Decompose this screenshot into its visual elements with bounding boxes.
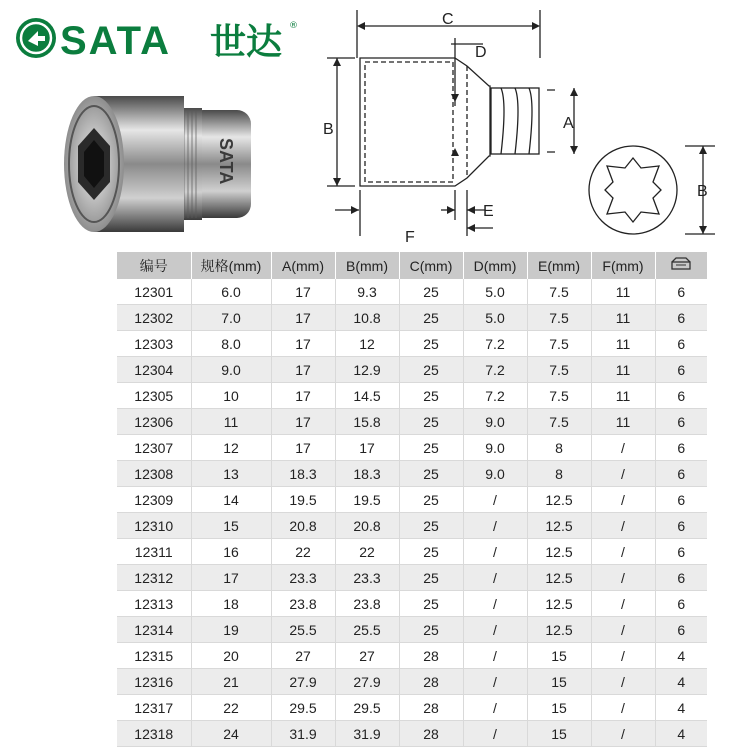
cell-d: / [463, 513, 527, 539]
cell-a: 17 [271, 305, 335, 331]
cell-code: 12308 [117, 461, 191, 487]
spec-table [117, 252, 708, 747]
table-row [117, 617, 707, 643]
cell-c: 28 [399, 721, 463, 747]
cell-b: 27.9 [335, 669, 399, 695]
header-c: C(mm) [399, 252, 463, 279]
cell-a: 29.5 [271, 695, 335, 721]
cell-c: 25 [399, 383, 463, 409]
cell-d: 9.0 [463, 409, 527, 435]
cell-code: 12304 [117, 357, 191, 383]
cell-b: 25.5 [335, 617, 399, 643]
cell-qty: 6 [655, 305, 707, 331]
cell-c: 28 [399, 695, 463, 721]
socket-photo [54, 88, 268, 238]
cell-d: 7.2 [463, 383, 527, 409]
cell-b: 15.8 [335, 409, 399, 435]
cell-qty: 6 [655, 435, 707, 461]
cell-e: 7.5 [527, 331, 591, 357]
cell-a: 17 [271, 383, 335, 409]
cell-a: 17 [271, 409, 335, 435]
cell-b: 29.5 [335, 695, 399, 721]
cell-code: 12314 [117, 617, 191, 643]
cell-f: 11 [591, 279, 655, 305]
table-row [117, 591, 707, 617]
package-box-icon [655, 252, 707, 279]
cell-c: 25 [399, 357, 463, 383]
cell-d: / [463, 487, 527, 513]
cell-e: 7.5 [527, 279, 591, 305]
cell-a: 17 [271, 357, 335, 383]
table-row [117, 487, 707, 513]
cell-b: 10.8 [335, 305, 399, 331]
cell-f: 11 [591, 383, 655, 409]
cell-a: 20.8 [271, 513, 335, 539]
label-e: E [483, 203, 494, 220]
cell-size: 22 [191, 695, 271, 721]
cell-a: 23.3 [271, 565, 335, 591]
logo-text: SATA [60, 19, 171, 62]
cell-e: 7.5 [527, 357, 591, 383]
cell-a: 23.8 [271, 591, 335, 617]
cell-code: 12307 [117, 435, 191, 461]
cell-a: 31.9 [271, 721, 335, 747]
cell-c: 25 [399, 409, 463, 435]
cell-c: 25 [399, 513, 463, 539]
cell-qty: 6 [655, 409, 707, 435]
cell-e: 12.5 [527, 487, 591, 513]
table-header-row [117, 252, 707, 279]
cell-code: 12310 [117, 513, 191, 539]
cell-code: 12316 [117, 669, 191, 695]
cell-b: 19.5 [335, 487, 399, 513]
cell-c: 25 [399, 279, 463, 305]
sata-logo [14, 14, 299, 62]
cell-code: 12302 [117, 305, 191, 331]
cell-e: 7.5 [527, 409, 591, 435]
table-row [117, 513, 707, 539]
label-hex-b: B [697, 183, 708, 200]
header-e: E(mm) [527, 252, 591, 279]
side-view-drawing [315, 0, 555, 250]
table-row [117, 669, 707, 695]
cell-d: / [463, 565, 527, 591]
cell-f: / [591, 461, 655, 487]
cell-qty: 6 [655, 331, 707, 357]
cell-d: / [463, 643, 527, 669]
cell-c: 25 [399, 331, 463, 357]
cell-d: / [463, 617, 527, 643]
cell-b: 22 [335, 539, 399, 565]
cell-size: 12 [191, 435, 271, 461]
cell-c: 25 [399, 305, 463, 331]
cell-d: 9.0 [463, 461, 527, 487]
cell-e: 7.5 [527, 305, 591, 331]
cell-size: 15 [191, 513, 271, 539]
cell-size: 9.0 [191, 357, 271, 383]
cell-d: 7.2 [463, 357, 527, 383]
cell-d: / [463, 591, 527, 617]
cell-f: / [591, 617, 655, 643]
cell-e: 12.5 [527, 539, 591, 565]
table-row [117, 539, 707, 565]
cell-a: 17 [271, 331, 335, 357]
cell-f: / [591, 539, 655, 565]
cell-size: 6.0 [191, 279, 271, 305]
cell-e: 15 [527, 721, 591, 747]
cell-qty: 6 [655, 383, 707, 409]
table-row [117, 409, 707, 435]
header-code: 编号 [117, 252, 191, 279]
cell-d: 9.0 [463, 435, 527, 461]
cell-qty: 6 [655, 279, 707, 305]
cell-c: 28 [399, 643, 463, 669]
cell-size: 8.0 [191, 331, 271, 357]
table-row [117, 279, 707, 305]
table-row [117, 643, 707, 669]
table-row [117, 383, 707, 409]
cell-c: 25 [399, 487, 463, 513]
cell-size: 19 [191, 617, 271, 643]
cell-d: / [463, 695, 527, 721]
dimension-a [560, 86, 584, 156]
cell-qty: 6 [655, 461, 707, 487]
socket-engraving: SATA [216, 138, 236, 185]
cell-size: 14 [191, 487, 271, 513]
sata-emblem-icon [16, 18, 56, 58]
cell-qty: 6 [655, 513, 707, 539]
cell-f: / [591, 435, 655, 461]
cell-e: 15 [527, 643, 591, 669]
label-c: C [442, 11, 454, 28]
cell-c: 28 [399, 669, 463, 695]
cell-size: 24 [191, 721, 271, 747]
cell-d: 5.0 [463, 279, 527, 305]
cell-qty: 6 [655, 539, 707, 565]
cell-e: 8 [527, 435, 591, 461]
table-row [117, 357, 707, 383]
cell-code: 12312 [117, 565, 191, 591]
header-d: D(mm) [463, 252, 527, 279]
cell-c: 25 [399, 539, 463, 565]
table-row [117, 435, 707, 461]
cell-qty: 4 [655, 643, 707, 669]
label-a: A [563, 115, 574, 132]
cell-c: 25 [399, 461, 463, 487]
cell-e: 15 [527, 669, 591, 695]
cell-qty: 4 [655, 669, 707, 695]
cell-code: 12317 [117, 695, 191, 721]
cell-f: / [591, 643, 655, 669]
table-row [117, 695, 707, 721]
cell-f: 11 [591, 331, 655, 357]
cell-size: 21 [191, 669, 271, 695]
cell-f: / [591, 721, 655, 747]
registered-mark: ® [289, 21, 298, 31]
cell-size: 20 [191, 643, 271, 669]
cell-b: 12 [335, 331, 399, 357]
cell-code: 12313 [117, 591, 191, 617]
cell-qty: 4 [655, 695, 707, 721]
cell-qty: 4 [655, 721, 707, 747]
cell-d: / [463, 669, 527, 695]
cell-f: / [591, 513, 655, 539]
cell-size: 7.0 [191, 305, 271, 331]
hex-end-view [585, 130, 725, 260]
header-b: B(mm) [335, 252, 399, 279]
cell-d: 7.2 [463, 331, 527, 357]
cell-f: 11 [591, 357, 655, 383]
cell-f: / [591, 695, 655, 721]
cell-f: 11 [591, 409, 655, 435]
cell-b: 12.9 [335, 357, 399, 383]
cell-b: 27 [335, 643, 399, 669]
cell-a: 22 [271, 539, 335, 565]
cell-a: 25.5 [271, 617, 335, 643]
cell-b: 23.3 [335, 565, 399, 591]
cell-code: 12301 [117, 279, 191, 305]
cell-f: / [591, 487, 655, 513]
cell-a: 17 [271, 279, 335, 305]
cell-size: 18 [191, 591, 271, 617]
cell-c: 25 [399, 617, 463, 643]
cell-code: 12318 [117, 721, 191, 747]
logo-chinese: 世达 [210, 22, 283, 62]
cell-qty: 6 [655, 617, 707, 643]
cell-e: 8 [527, 461, 591, 487]
cell-b: 17 [335, 435, 399, 461]
cell-code: 12309 [117, 487, 191, 513]
table-row [117, 331, 707, 357]
cell-a: 17 [271, 435, 335, 461]
cell-d: / [463, 721, 527, 747]
cell-e: 12.5 [527, 565, 591, 591]
cell-b: 31.9 [335, 721, 399, 747]
cell-f: 11 [591, 305, 655, 331]
cell-qty: 6 [655, 487, 707, 513]
cell-b: 14.5 [335, 383, 399, 409]
cell-code: 12305 [117, 383, 191, 409]
cell-code: 12303 [117, 331, 191, 357]
cell-a: 18.3 [271, 461, 335, 487]
label-d: D [475, 44, 487, 61]
cell-b: 20.8 [335, 513, 399, 539]
cell-f: / [591, 565, 655, 591]
cell-c: 25 [399, 565, 463, 591]
cell-a: 27.9 [271, 669, 335, 695]
header-a: A(mm) [271, 252, 335, 279]
cell-code: 12306 [117, 409, 191, 435]
cell-d: 5.0 [463, 305, 527, 331]
cell-e: 12.5 [527, 617, 591, 643]
cell-qty: 6 [655, 357, 707, 383]
cell-size: 16 [191, 539, 271, 565]
cell-e: 7.5 [527, 383, 591, 409]
cell-qty: 6 [655, 565, 707, 591]
cell-e: 12.5 [527, 513, 591, 539]
cell-size: 11 [191, 409, 271, 435]
table-row [117, 565, 707, 591]
cell-c: 25 [399, 591, 463, 617]
cell-e: 12.5 [527, 591, 591, 617]
label-b: B [323, 121, 334, 138]
cell-a: 19.5 [271, 487, 335, 513]
table-row [117, 461, 707, 487]
cell-b: 9.3 [335, 279, 399, 305]
cell-b: 23.8 [335, 591, 399, 617]
cell-code: 12311 [117, 539, 191, 565]
table-row [117, 305, 707, 331]
cell-c: 25 [399, 435, 463, 461]
cell-code: 12315 [117, 643, 191, 669]
cell-f: / [591, 591, 655, 617]
header-f: F(mm) [591, 252, 655, 279]
label-f: F [405, 229, 415, 246]
cell-f: / [591, 669, 655, 695]
cell-size: 13 [191, 461, 271, 487]
cell-size: 10 [191, 383, 271, 409]
header-size: 规格(mm) [191, 252, 271, 279]
cell-d: / [463, 539, 527, 565]
cell-size: 17 [191, 565, 271, 591]
table-row [117, 721, 707, 747]
cell-b: 18.3 [335, 461, 399, 487]
cell-qty: 6 [655, 591, 707, 617]
cell-a: 27 [271, 643, 335, 669]
cell-e: 15 [527, 695, 591, 721]
